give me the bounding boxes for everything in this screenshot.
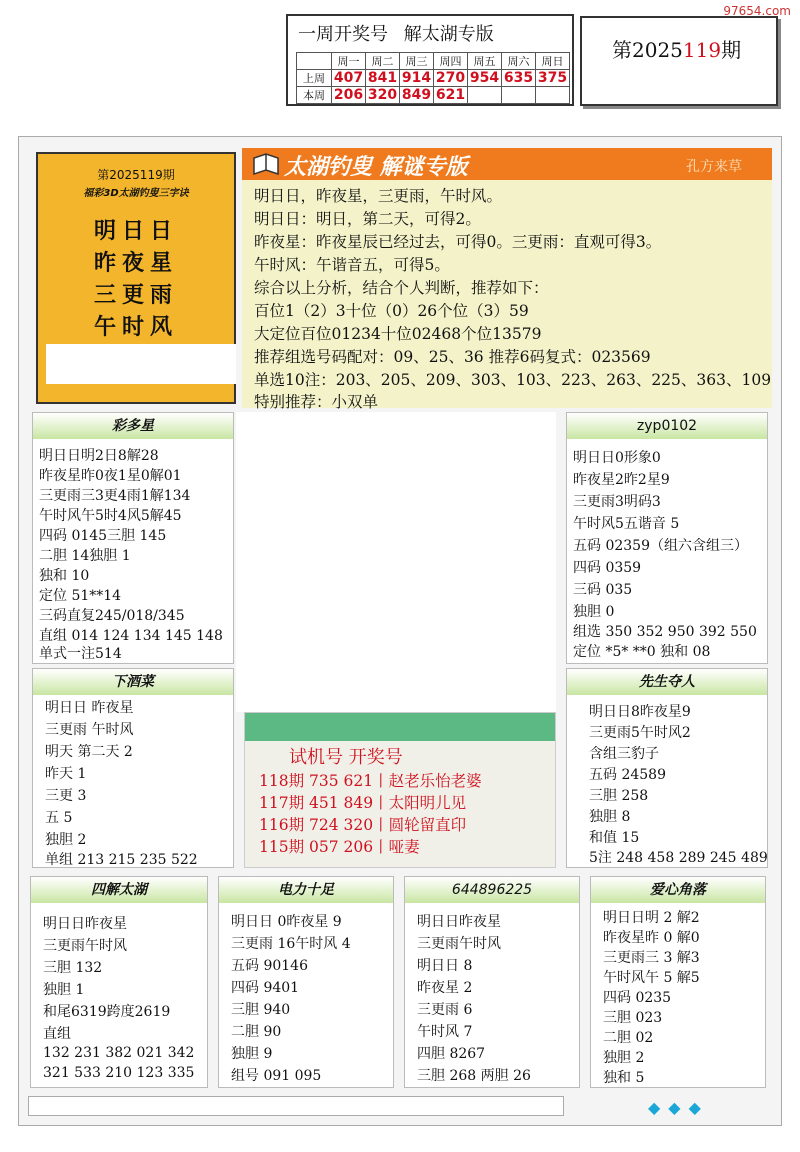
- riddle-line: 明日日: [93, 218, 178, 244]
- box-line: 四码 9401: [231, 980, 300, 996]
- box-line: 明日日 昨夜星: [45, 700, 134, 716]
- box-line: 四码 0235: [603, 990, 672, 1006]
- riddle-text: 明日日：明日，第二天，可得2。: [254, 210, 481, 228]
- weekly-title-2: 解太湖专版: [403, 24, 494, 45]
- result-cell: 954: [468, 70, 502, 87]
- box-line: 直组: [43, 1026, 71, 1042]
- test-line: 118期 735 621丨赵老乐怡老婆: [259, 772, 482, 790]
- row-label: 上周: [297, 70, 332, 87]
- result-cell: 841: [366, 70, 400, 87]
- box-line: 直组 014 124 134 145 148: [39, 628, 223, 644]
- box-line: 昨夜星昨 0 解0: [603, 930, 700, 946]
- test-line: 117期 451 849丨太阳明儿见: [259, 794, 467, 812]
- box-line: 四码 0145三胆 145: [39, 528, 167, 544]
- box-line: 明日日明2日8解28: [39, 448, 159, 464]
- riddle-header: [242, 148, 772, 180]
- box-line: 三胆 268 两胆 26: [417, 1068, 531, 1084]
- riddle-text: 单选10注：203、205、209、303、103、223、263、225、363、109: [254, 371, 772, 389]
- box-line: 明日日明 2 解2: [603, 910, 700, 926]
- box-line: 独和 10: [39, 568, 90, 584]
- watermark: 97654.com: [720, 4, 794, 18]
- riddle-line: 昨夜星: [93, 250, 178, 276]
- riddle-text: 大定位百位01234十位02468个位13579: [254, 325, 542, 343]
- dianli-box: [218, 876, 394, 1088]
- weekly-results-title: [288, 20, 572, 46]
- box-line: 午时风午5时4风5解45: [39, 508, 182, 524]
- box-line: 昨天 1: [45, 766, 87, 782]
- aixin-box: [590, 876, 766, 1088]
- box-line: 四码 0359: [573, 560, 642, 576]
- riddle-text: 昨夜星：昨夜星辰已经过去，可得0。三更雨：直观可得3。: [254, 233, 662, 251]
- day-header: 周四: [434, 53, 468, 70]
- result-cell: 206: [332, 87, 366, 104]
- box-line: 昨夜星 2: [417, 980, 473, 996]
- test-number-bar: [245, 713, 555, 741]
- box-line: 含组三豹子: [589, 746, 659, 762]
- day-header: 周日: [536, 53, 570, 70]
- weekly-title-1: 一周开奖号: [298, 24, 388, 45]
- riddle-text: 百位1（2）3十位（0）26个位（3）59: [254, 302, 529, 320]
- diamond-icons: ◆◆◆: [648, 1098, 709, 1117]
- xianshengduoren-box: [566, 668, 768, 868]
- box-line: 五 5: [45, 810, 73, 826]
- box-line: 三更雨三 3 解3: [603, 950, 700, 966]
- box-line: 321 533 210 123 335: [43, 1065, 195, 1081]
- box-line: 组号 091 095: [231, 1068, 322, 1084]
- riddle-text: 明日日，昨夜星，三更雨，午时风。: [254, 187, 503, 205]
- box-title: zyp0102: [567, 413, 767, 439]
- box-line: 三胆 023: [603, 1010, 663, 1026]
- issue-number: 第2025119期: [612, 38, 742, 62]
- riddle-body: [242, 180, 772, 411]
- result-cell: 375: [536, 70, 570, 87]
- box-line: 五码 24589: [589, 767, 666, 783]
- riddle-text: 推荐组选号码配对：09、25、36 推荐6码复式：023569: [254, 348, 651, 366]
- footer-bar: [28, 1096, 564, 1116]
- zyp-box: [566, 412, 768, 664]
- box-line: 三更雨 午时风: [45, 722, 134, 738]
- box-line: 独和 5: [603, 1070, 645, 1086]
- box-line: 三更雨 6: [417, 1002, 473, 1018]
- box-line: 午时风5五谐音 5: [573, 516, 680, 532]
- box-line: 二胆 14独胆 1: [39, 548, 131, 564]
- box-line: 三更雨三3更4雨1解134: [39, 488, 191, 504]
- box-line: 五码 90146: [231, 958, 308, 974]
- box-line: 二胆 90: [231, 1024, 282, 1040]
- result-cell: 849: [400, 87, 434, 104]
- xiajiucai-box: [32, 668, 234, 868]
- day-header: 周六: [502, 53, 536, 70]
- box-title: 四解太湖: [31, 877, 207, 903]
- sijie-box: [30, 876, 208, 1088]
- box-line: 五码 02359（组六含组三）: [573, 538, 748, 554]
- box-title: 644896225: [405, 877, 579, 903]
- middle-blank-area: [236, 412, 556, 712]
- day-header: 周一: [332, 53, 366, 70]
- riddle-title: 太湖钓叟 解谜专版: [284, 154, 468, 180]
- day-header: 周五: [468, 53, 502, 70]
- box-line: 三胆 258: [589, 788, 649, 804]
- box-line: 二胆 02: [603, 1030, 654, 1046]
- box-line: 明日日昨夜星: [417, 914, 501, 930]
- box-line: 四胆 8267: [417, 1046, 486, 1062]
- box-line: 三码直复245/018/345: [39, 608, 185, 624]
- box-line: 三码 035: [573, 582, 633, 598]
- box-line: 午时风午 5 解5: [603, 970, 700, 986]
- riddle-text: 特别推荐：小双单: [254, 393, 379, 411]
- riddle-text: 综合以上分析，结合个人判断，推荐如下：: [254, 279, 549, 297]
- box-line: 三胆 132: [43, 960, 103, 976]
- riddle-line: 午时风: [93, 314, 178, 340]
- riddle-line: 三更雨: [93, 282, 178, 308]
- test-line: 116期 724 320丨圆轮留直印: [259, 816, 467, 834]
- gold-subtitle: 福彩3D太湖钓叟三字诀: [83, 188, 189, 199]
- box-line: 明日日昨夜星: [43, 916, 127, 932]
- box-line: 独胆 8: [589, 809, 631, 825]
- result-cell: [468, 87, 502, 104]
- box-line: 组选 350 352 950 392 550: [573, 624, 757, 640]
- box-line: 独胆 2: [603, 1050, 645, 1066]
- day-header: 周三: [400, 53, 434, 70]
- result-cell: 407: [332, 70, 366, 87]
- box-title: 电力十足: [219, 877, 393, 903]
- result-cell: 320: [366, 87, 400, 104]
- box-line: 独胆 0: [573, 604, 615, 620]
- box-line: 三更 3: [45, 788, 87, 804]
- test-number-box: [244, 712, 556, 868]
- book-icon: [252, 152, 280, 176]
- box-line: 明日日 8: [417, 958, 473, 974]
- box-line: 定位 *5* **0 独和 08: [573, 644, 711, 660]
- riddle-author: 孔方来草: [686, 159, 742, 175]
- blank-area: [46, 344, 236, 384]
- weekly-results-box: [286, 14, 574, 106]
- box-line: 明日日0形象0: [573, 450, 661, 466]
- box-line: 132 231 382 021 342: [43, 1045, 195, 1061]
- box-line: 三更雨5午时风2: [589, 725, 691, 741]
- num644-box: [404, 876, 580, 1088]
- box-line: 三更雨3明码3: [573, 494, 661, 510]
- result-cell: 914: [400, 70, 434, 87]
- test-number-title: 试机号 开奖号: [289, 747, 403, 768]
- test-line: 115期 057 206丨哑妻: [259, 838, 420, 856]
- box-line: 和值 15: [589, 830, 640, 846]
- result-cell: [502, 87, 536, 104]
- box-title: 爱心角落: [591, 877, 765, 903]
- day-header: 周二: [366, 53, 400, 70]
- box-line: 三更雨午时风: [43, 938, 127, 954]
- box-line: 5注 248 458 289 245 489: [589, 850, 768, 866]
- gold-riddle-panel: [36, 152, 236, 404]
- box-line: 和尾6319跨度2619: [43, 1004, 171, 1020]
- box-title: 先生夺人: [567, 669, 767, 695]
- box-title: 下酒菜: [33, 669, 233, 695]
- row-label: 本周: [297, 87, 332, 104]
- box-line: 三胆 940: [231, 1002, 291, 1018]
- riddle-text: 午时风：午谐音五，可得5。: [254, 256, 450, 274]
- result-cell: [536, 87, 570, 104]
- result-cell: 635: [502, 70, 536, 87]
- result-cell: 270: [434, 70, 468, 87]
- box-line: 独胆 2: [45, 832, 87, 848]
- box-line: 三更雨午时风: [417, 936, 501, 952]
- box-line: 三更雨 16午时风 4: [231, 936, 351, 952]
- caiduoxing-box: [32, 412, 234, 664]
- box-line: 明日日 0昨夜星 9: [231, 914, 342, 930]
- box-line: 独胆 9: [231, 1046, 273, 1062]
- box-line: 独胆 1: [43, 982, 85, 998]
- gold-issue: 第2025119期: [97, 168, 175, 182]
- box-line: 昨夜星昨0夜1星0解01: [39, 468, 182, 484]
- box-line: 单组 213 215 235 522: [45, 852, 198, 868]
- box-line: 明日日8昨夜星9: [589, 704, 691, 720]
- box-title: 彩多星: [33, 413, 233, 439]
- box-line: 明天 第二天 2: [45, 744, 133, 760]
- box-line: 单式一注514: [39, 646, 122, 662]
- issue-box: [580, 16, 778, 106]
- result-cell: 621: [434, 87, 468, 104]
- box-line: 午时风 7: [417, 1024, 473, 1040]
- weekly-results-table: [296, 52, 570, 104]
- box-line: 昨夜星2昨2星9: [573, 472, 670, 488]
- box-line: 定位 51**14: [39, 588, 122, 604]
